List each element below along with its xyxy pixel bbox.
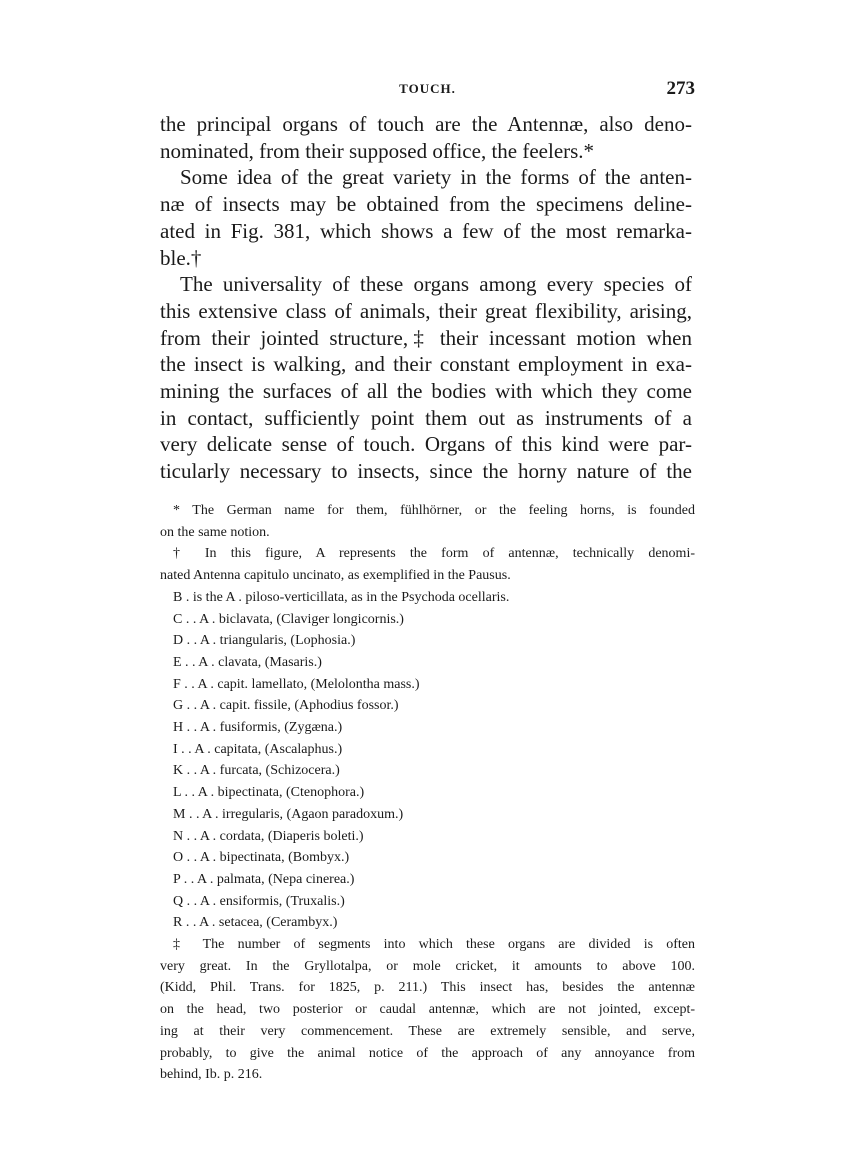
text-line: ated in Fig. 381, which shows a few of the most remarka- <box>160 218 692 243</box>
footnote-list-item: Q . . A . ensiformis, (Truxalis.) <box>173 893 345 909</box>
text-line: very delicate sense of touch. Organs of this kind were par- <box>160 432 692 457</box>
footnotes <box>160 500 695 1086</box>
footnote-list-item: N . . A . cordata, (Diaperis boleti.) <box>173 828 364 844</box>
page-number: 273 <box>666 78 695 99</box>
text-line: The universality of these organs among every species of <box>180 272 692 297</box>
footnote-line: * The German name for them, fühlhörner, or the feeling horns, is founded <box>173 503 695 518</box>
text-line: the principal organs of touch are the Antennæ, also deno- <box>160 112 692 136</box>
footnote-list-item: F . . A . capit. lamellato, (Melolontha mass.) <box>173 676 420 692</box>
text-line: nominated, from their supposed office, the feelers.* <box>160 138 595 163</box>
footnote-line: (Kidd, Phil. Trans. for 1825, p. 211.) This insect has, besides the antennæ <box>160 980 695 996</box>
footnote-list-item: C . . A . biclavata, (Claviger longicornis.) <box>173 611 404 627</box>
text-line: Some idea of the great variety in the forms of the anten- <box>180 165 692 190</box>
footnote-list-item: M . . A . irregularis, (Agaon paradoxum.) <box>173 806 404 822</box>
footnote-line: † In this figure, A represents the form of antennæ, technically denomi- <box>173 546 695 562</box>
footnote-list-item: K . . A . furcata, (Schizocera.) <box>173 763 340 779</box>
text-line: in contact, sufficiently point them out as instruments of a <box>160 405 692 430</box>
footnote-line: very great. In the Gryllotalpa, or mole cricket, it amounts to above 100. <box>160 958 695 974</box>
footnote-list-item: E . . A . clavata, (Masaris.) <box>173 654 322 670</box>
text-line: this extensive class of animals, their great flexibility, arising, <box>160 298 692 323</box>
footnote-line: behind, Ib. p. 216. <box>160 1067 263 1083</box>
footnote-list-item: O . . A . bipectinata, (Bombyx.) <box>173 850 350 866</box>
text-line: mining the surfaces of all the bodies with which they come <box>160 379 692 404</box>
text-line: ble.† <box>160 245 202 270</box>
text-line: ticularly necessary to insects, since the horny nature of the <box>160 459 692 484</box>
footnote-list-item: H . . A . fusiformis, (Zygæna.) <box>173 720 343 736</box>
footnote-list-item: I . . A . capitata, (Ascalaphus.) <box>173 741 343 757</box>
footnote-line: ‡ The number of segments into which these organs are divided is often <box>173 937 695 953</box>
text-line: næ of insects may be obtained from the specimens deline- <box>160 192 692 217</box>
running-head: TOUCH. <box>399 81 456 96</box>
footnote-list-item: D . . A . triangularis, (Lophosia.) <box>173 633 356 649</box>
footnote-list-item: B . is the A . piloso-verticillata, as in the Psychoda ocellaris. <box>173 589 510 605</box>
main-text <box>160 111 692 485</box>
text-line: the insect is walking, and their constant employment in exa- <box>160 352 692 377</box>
text-line: from their jointed structure,‡ their incessant motion when <box>160 325 692 350</box>
footnote-line: on the same notion. <box>160 524 270 540</box>
footnote-list-item: L . . A . bipectinata, (Ctenophora.) <box>173 785 365 801</box>
footnote-list-item: P . . A . palmata, (Nepa cinerea.) <box>173 871 355 887</box>
footnote-line: on the head, two posterior or caudal antennæ, which are not jointed, except- <box>160 1002 695 1018</box>
footnote-list-item: R . . A . setacea, (Cerambyx.) <box>173 915 338 931</box>
footnote-line: probably, to give the animal notice of the approach of any annoyance from <box>160 1045 695 1061</box>
footnote-line: ing at their very commencement. These are extremely sensible, and serve, <box>160 1023 695 1039</box>
footnote-list-item: G . . A . capit. fissile, (Aphodius fossor.) <box>173 698 399 714</box>
footnote-line: nated Antenna capitulo uncinato, as exemplified in the Pausus. <box>160 568 511 584</box>
page-header <box>160 78 695 100</box>
